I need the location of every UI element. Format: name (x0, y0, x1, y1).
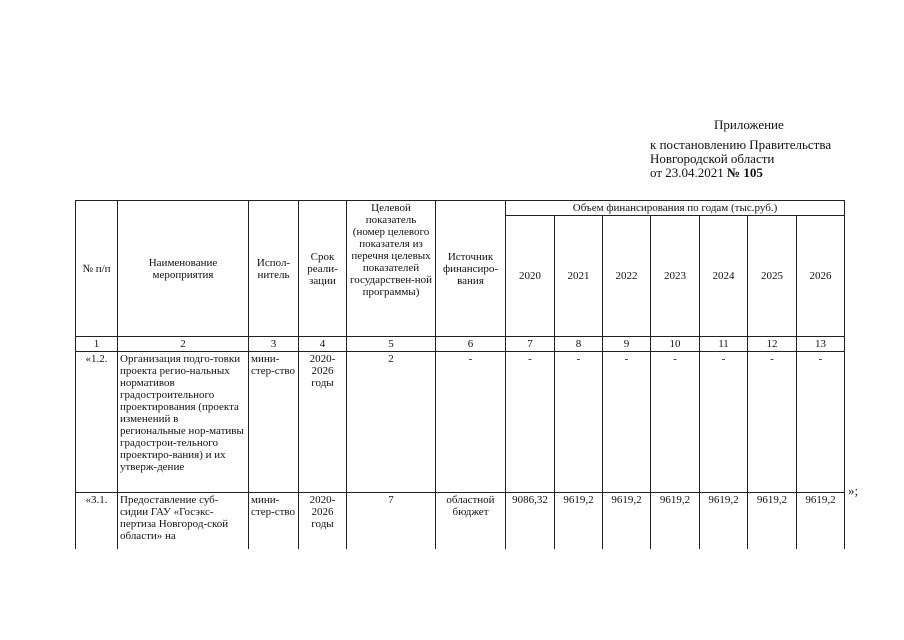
row-value: - (506, 352, 555, 493)
appendix-title: Приложение (714, 117, 784, 132)
column-number: 4 (299, 337, 347, 352)
row-term: 2020-2026 годы (299, 352, 347, 493)
column-number: 5 (347, 337, 436, 352)
row-value: 9619,2 (603, 493, 651, 549)
year-header: 2024 (700, 216, 748, 337)
row-value: 9619,2 (555, 493, 603, 549)
column-number: 3 (249, 337, 299, 352)
row-executor: мини-стер-ство (249, 352, 299, 493)
column-number: 1 (76, 337, 118, 352)
row-target: 2 (347, 352, 436, 493)
col-header-funding: Объем финансирования по годам (тыс.руб.) (506, 201, 845, 216)
col-header-name: Наименование мероприятия (118, 201, 249, 337)
table-row (76, 352, 845, 493)
row-value: - (748, 352, 797, 493)
column-number: 7 (506, 337, 555, 352)
header-date: от 23.04.2021 (650, 165, 728, 180)
row-value: 9619,2 (651, 493, 700, 549)
row-name: Предоставление суб-сидии ГАУ «Госэкс-пертиза Новгород-ской области» на (118, 493, 249, 549)
row-value: 9619,2 (700, 493, 748, 549)
header-line-2: Новгородской области (650, 151, 775, 166)
year-header: 2020 (506, 216, 555, 337)
year-header: 2023 (651, 216, 700, 337)
row-num: «1.2. (76, 352, 118, 493)
header-line-1: к постановлению Правительства (650, 137, 832, 152)
col-header-target: Целевой показатель (номер целевого показателя из перечня целевых показателей государствен-ной программы) (347, 201, 436, 337)
row-value: 9619,2 (748, 493, 797, 549)
column-number: 6 (436, 337, 506, 352)
row-value: - (700, 352, 748, 493)
row-value: 9086,32 (506, 493, 555, 549)
header-number: № 105 (727, 165, 763, 180)
year-header: 2022 (603, 216, 651, 337)
year-header: 2025 (748, 216, 797, 337)
column-number: 10 (651, 337, 700, 352)
column-number: 8 (555, 337, 603, 352)
col-header-executor: Испол-нитель (249, 201, 299, 337)
col-header-source: Источник финансиро-вания (436, 201, 506, 337)
row-source: областной бюджет (436, 493, 506, 549)
column-number: 11 (700, 337, 748, 352)
row-value: 9619,2 (797, 493, 845, 549)
row-value: - (555, 352, 603, 493)
row-value: - (797, 352, 845, 493)
column-number-row (76, 337, 845, 352)
header-line-3 (650, 166, 900, 180)
row-name: Организация подго-товки проекта регио-нальных нормативов градостроительного проектирования (проекта изменений в региональные нор-мативы градострои-тельного проектиро-вания) и их утверж-дение (118, 352, 249, 493)
table-row (76, 493, 845, 549)
year-header: 2026 (797, 216, 845, 337)
column-number: 9 (603, 337, 651, 352)
row-num: «3.1. (76, 493, 118, 549)
funding-table (75, 200, 845, 549)
row-target: 7 (347, 493, 436, 549)
document-header (650, 118, 900, 180)
row-value: - (651, 352, 700, 493)
col-header-term: Срок реали-зации (299, 201, 347, 337)
column-number: 12 (748, 337, 797, 352)
row-term: 2020-2026 годы (299, 493, 347, 549)
row-value: - (603, 352, 651, 493)
row-source: - (436, 352, 506, 493)
column-number: 2 (118, 337, 249, 352)
col-header-num: № п/п (76, 201, 118, 337)
row-executor: мини-стер-ство (249, 493, 299, 549)
column-number: 13 (797, 337, 845, 352)
row-end-mark: »; (848, 483, 859, 498)
year-header: 2021 (555, 216, 603, 337)
header-row-top (76, 201, 845, 216)
